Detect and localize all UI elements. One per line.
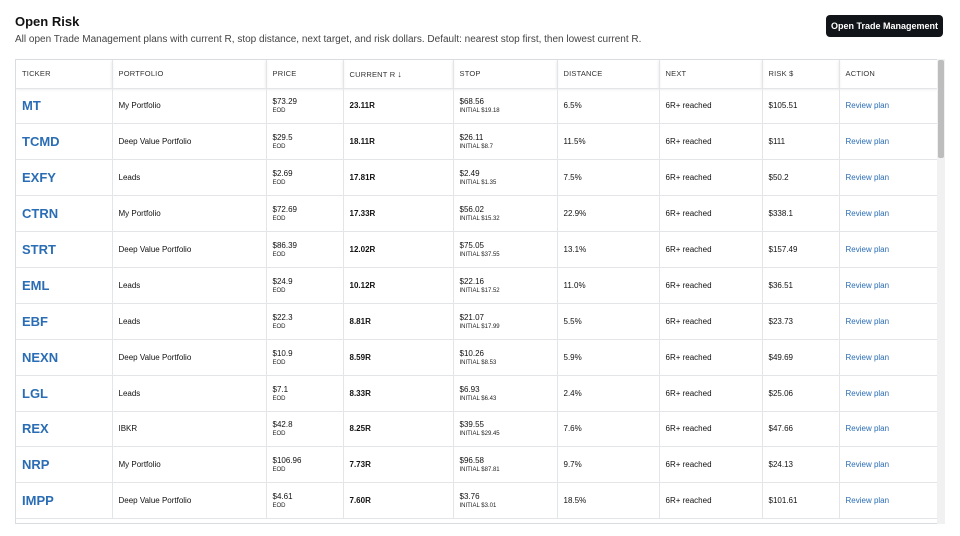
portfolio-cell: Deep Value Portfolio	[112, 124, 266, 160]
risk-dollars-cell: $111	[762, 124, 839, 160]
stop-initial: INITIAL $6.43	[459, 395, 497, 402]
ticker-cell	[16, 483, 112, 519]
portfolio-cell: IBKR	[112, 411, 266, 447]
ticker-cell	[16, 411, 112, 447]
current-r-cell: 17.81R	[343, 160, 453, 196]
stop-initial: INITIAL $1.35	[459, 180, 497, 187]
portfolio-cell: Deep Value Portfolio	[112, 232, 266, 268]
current-r-cell: 7.73R	[343, 447, 453, 483]
price-value: $72.69	[272, 205, 297, 215]
price-note: EOD	[272, 359, 286, 366]
price-note: EOD	[272, 216, 286, 223]
stop-cell	[453, 232, 557, 268]
next-target-cell: 6R+ reached	[659, 232, 762, 268]
table-scrollbar-thumb[interactable]	[938, 60, 944, 158]
action-cell	[839, 303, 938, 339]
distance-cell: 11.0%	[557, 267, 659, 303]
portfolio-cell: My Portfolio	[112, 196, 266, 232]
current-r-cell: 23.11R	[343, 88, 453, 124]
table-row[interactable]	[16, 160, 938, 196]
next-target-cell: 6R+ reached	[659, 196, 762, 232]
price-cell	[266, 267, 343, 303]
distance-cell: 5.9%	[557, 339, 659, 375]
price-note: EOD	[272, 323, 286, 330]
distance-cell: 22.9%	[557, 196, 659, 232]
ticker-link[interactable]: TCMD	[22, 134, 60, 150]
column-header-action: ACTION	[839, 60, 938, 88]
next-target-cell: 6R+ reached	[659, 447, 762, 483]
column-header-distance[interactable]: DISTANCE	[557, 60, 659, 88]
next-target-cell: 6R+ reached	[659, 483, 762, 519]
stop-initial: INITIAL $17.52	[459, 287, 500, 294]
price-note: EOD	[272, 180, 286, 187]
risk-dollars-cell: $49.69	[762, 339, 839, 375]
review-plan-link[interactable]: Review plan	[845, 101, 890, 111]
page-header	[0, 0, 960, 56]
action-cell	[839, 196, 938, 232]
stop-initial: INITIAL $8.53	[459, 359, 497, 366]
next-target-cell: 6R+ reached	[659, 267, 762, 303]
ticker-cell	[16, 267, 112, 303]
stop-cell	[453, 267, 557, 303]
stop-initial: INITIAL $17.99	[459, 323, 500, 330]
price-cell	[266, 160, 343, 196]
next-target-cell: 6R+ reached	[659, 375, 762, 411]
table-row[interactable]	[16, 267, 938, 303]
price-cell	[266, 483, 343, 519]
column-header-current-r-label: CURRENT R	[349, 69, 396, 79]
action-cell	[839, 483, 938, 519]
ticker-link[interactable]: EBF	[22, 313, 48, 329]
price-value: $106.96	[272, 456, 302, 466]
current-r-cell: 17.33R	[343, 196, 453, 232]
stop-cell	[453, 160, 557, 196]
risk-dollars-cell: $25.06	[762, 375, 839, 411]
action-cell	[839, 375, 938, 411]
distance-cell: 9.7%	[557, 447, 659, 483]
price-cell	[266, 196, 343, 232]
table-row[interactable]	[16, 447, 938, 483]
risk-dollars-cell: $338.1	[762, 196, 839, 232]
risk-dollars-cell: $24.13	[762, 447, 839, 483]
distance-cell: 13.1%	[557, 232, 659, 268]
stop-cell	[453, 483, 557, 519]
stop-initial: INITIAL $3.01	[459, 503, 497, 510]
table-row[interactable]	[16, 339, 938, 375]
price-value: $29.5	[272, 133, 293, 143]
stop-value: $56.02	[459, 205, 484, 215]
review-plan-link[interactable]: Review plan	[845, 496, 890, 506]
stop-initial: INITIAL $15.32	[459, 216, 500, 223]
stop-value: $96.58	[459, 456, 484, 466]
price-note: EOD	[272, 503, 286, 510]
stop-value: $26.11	[459, 133, 484, 143]
price-note: EOD	[272, 431, 286, 438]
price-note: EOD	[272, 252, 286, 258]
stop-value: $6.93	[459, 384, 480, 394]
portfolio-cell: Deep Value Portfolio	[112, 339, 266, 375]
action-cell	[839, 124, 938, 160]
price-cell	[266, 88, 343, 124]
ticker-cell	[16, 447, 112, 483]
action-cell	[839, 160, 938, 196]
distance-cell: 18.5%	[557, 483, 659, 519]
action-cell	[839, 447, 938, 483]
review-plan-link[interactable]: Review plan	[845, 460, 890, 470]
column-header-price[interactable]: PRICE	[266, 60, 343, 88]
distance-cell: 11.5%	[557, 124, 659, 160]
ticker-link[interactable]: NEXN	[22, 349, 59, 365]
risk-dollars-cell: $50.2	[762, 160, 839, 196]
price-cell	[266, 124, 343, 160]
review-plan-link[interactable]: Review plan	[845, 424, 890, 434]
current-r-cell: 8.81R	[343, 303, 453, 339]
stop-cell	[453, 88, 557, 124]
review-plan-link[interactable]: Review plan	[845, 137, 890, 147]
price-note: EOD	[272, 108, 286, 115]
price-value: $4.61	[272, 492, 293, 502]
current-r-cell: 18.11R	[343, 124, 453, 160]
risk-dollars-cell: $105.51	[762, 88, 839, 124]
stop-cell	[453, 447, 557, 483]
next-target-cell: 6R+ reached	[659, 160, 762, 196]
ticker-link[interactable]: MT	[22, 98, 41, 114]
review-plan-link[interactable]: Review plan	[845, 209, 890, 219]
review-plan-link[interactable]: Review plan	[845, 173, 890, 183]
stop-cell	[453, 339, 557, 375]
open-trade-management-button[interactable]: Open Trade Management	[826, 15, 943, 37]
stop-cell	[453, 411, 557, 447]
price-note: EOD	[272, 144, 286, 151]
review-plan-link[interactable]: Review plan	[845, 388, 890, 398]
risk-dollars-cell: $36.51	[762, 267, 839, 303]
stop-value: $21.07	[459, 312, 484, 322]
portfolio-cell: My Portfolio	[112, 88, 266, 124]
price-note: EOD	[272, 395, 286, 402]
stop-value: $39.55	[459, 420, 484, 430]
action-cell	[839, 232, 938, 268]
ticker-link[interactable]: LGL	[22, 385, 48, 401]
risk-dollars-cell: $47.66	[762, 411, 839, 447]
stop-value: $75.05	[459, 241, 484, 250]
stop-initial: INITIAL $19.18	[459, 108, 500, 115]
review-plan-link[interactable]: Review plan	[845, 245, 890, 254]
ticker-link[interactable]: EXFY	[22, 170, 56, 186]
ticker-link[interactable]: NRP	[22, 457, 50, 473]
ticker-link[interactable]: IMPP	[22, 493, 54, 509]
price-note: EOD	[272, 467, 286, 474]
ticker-link[interactable]: STRT	[22, 242, 56, 257]
portfolio-cell: My Portfolio	[112, 447, 266, 483]
stop-cell	[453, 303, 557, 339]
current-r-cell: 8.25R	[343, 411, 453, 447]
price-cell	[266, 375, 343, 411]
ticker-cell	[16, 232, 112, 268]
price-cell	[266, 232, 343, 268]
column-header-ticker[interactable]: TICKER	[16, 60, 112, 88]
action-cell	[839, 411, 938, 447]
price-value: $42.8	[272, 420, 293, 430]
current-r-cell: 8.59R	[343, 339, 453, 375]
sort-descending-icon: ↓	[397, 68, 403, 79]
stop-value: $2.49	[459, 169, 480, 179]
risk-dollars-cell: $101.61	[762, 483, 839, 519]
table-row[interactable]	[16, 232, 938, 268]
distance-cell: 7.5%	[557, 160, 659, 196]
action-cell	[839, 267, 938, 303]
table-row[interactable]	[16, 483, 938, 519]
price-cell	[266, 303, 343, 339]
stop-initial: INITIAL $37.55	[459, 252, 500, 258]
ticker-cell	[16, 88, 112, 124]
stop-initial: INITIAL $87.81	[459, 467, 500, 474]
stop-cell	[453, 124, 557, 160]
column-header-current-r[interactable]	[343, 60, 453, 88]
price-note: EOD	[272, 287, 286, 294]
ticker-cell	[16, 375, 112, 411]
ticker-cell	[16, 196, 112, 232]
current-r-cell: 7.60R	[343, 483, 453, 519]
price-value: $7.1	[272, 384, 289, 394]
review-plan-link[interactable]: Review plan	[845, 316, 890, 326]
column-header-stop[interactable]: STOP	[453, 60, 557, 88]
price-cell	[266, 339, 343, 375]
price-value: $86.39	[272, 241, 297, 250]
action-cell	[839, 88, 938, 124]
review-plan-link[interactable]: Review plan	[845, 280, 890, 290]
distance-cell: 6.5%	[557, 88, 659, 124]
ticker-cell	[16, 339, 112, 375]
price-value: $24.9	[272, 276, 293, 286]
price-value: $73.29	[272, 97, 297, 107]
portfolio-cell: Leads	[112, 375, 266, 411]
stop-value: $10.26	[459, 348, 484, 358]
next-target-cell: 6R+ reached	[659, 88, 762, 124]
price-cell	[266, 411, 343, 447]
current-r-cell: 8.33R	[343, 375, 453, 411]
review-plan-link[interactable]: Review plan	[845, 352, 890, 362]
table-row[interactable]	[16, 124, 938, 160]
table-row[interactable]	[16, 411, 938, 447]
table-row[interactable]	[16, 303, 938, 339]
stop-cell	[453, 375, 557, 411]
portfolio-cell: Leads	[112, 303, 266, 339]
ticker-link[interactable]: CTRN	[22, 206, 59, 222]
stop-cell	[453, 196, 557, 232]
price-value: $22.3	[272, 312, 293, 322]
stop-value: $3.76	[459, 492, 480, 502]
stop-value: $68.56	[459, 97, 484, 107]
current-r-cell: 12.02R	[343, 232, 453, 268]
table-row[interactable]	[16, 196, 938, 232]
action-cell	[839, 339, 938, 375]
open-risk-table	[15, 59, 945, 524]
column-header-risk[interactable]: RISK $	[762, 60, 839, 88]
stop-initial: INITIAL $8.7	[459, 144, 493, 151]
distance-cell: 7.6%	[557, 411, 659, 447]
table-row[interactable]	[16, 375, 938, 411]
next-target-cell: 6R+ reached	[659, 303, 762, 339]
ticker-cell	[16, 124, 112, 160]
stop-value: $22.16	[459, 276, 484, 286]
table-header-row	[16, 60, 938, 88]
risk-dollars-cell: $23.73	[762, 303, 839, 339]
next-target-cell: 6R+ reached	[659, 124, 762, 160]
ticker-link[interactable]: EML	[22, 277, 50, 293]
next-target-cell: 6R+ reached	[659, 411, 762, 447]
current-r-cell: 10.12R	[343, 267, 453, 303]
column-header-next[interactable]: NEXT	[659, 60, 762, 88]
ticker-cell	[16, 160, 112, 196]
next-target-cell: 6R+ reached	[659, 339, 762, 375]
table-row[interactable]	[16, 88, 938, 124]
price-cell	[266, 447, 343, 483]
price-value: $2.69	[272, 169, 293, 179]
price-value: $10.9	[272, 348, 293, 358]
ticker-link[interactable]: REX	[22, 421, 49, 437]
page-subtitle: All open Trade Management plans with current R, stop distance, next target, and risk dollars. Default: nearest stop first, then lowest current R.	[15, 34, 642, 45]
page-title: Open Risk	[15, 14, 80, 29]
distance-cell: 2.4%	[557, 375, 659, 411]
portfolio-cell: Leads	[112, 267, 266, 303]
risk-dollars-cell: $157.49	[762, 232, 839, 268]
column-header-portfolio[interactable]: PORTFOLIO	[112, 60, 266, 88]
portfolio-cell: Deep Value Portfolio	[112, 483, 266, 519]
ticker-cell	[16, 303, 112, 339]
stop-initial: INITIAL $29.45	[459, 431, 500, 438]
portfolio-cell: Leads	[112, 160, 266, 196]
distance-cell: 5.5%	[557, 303, 659, 339]
